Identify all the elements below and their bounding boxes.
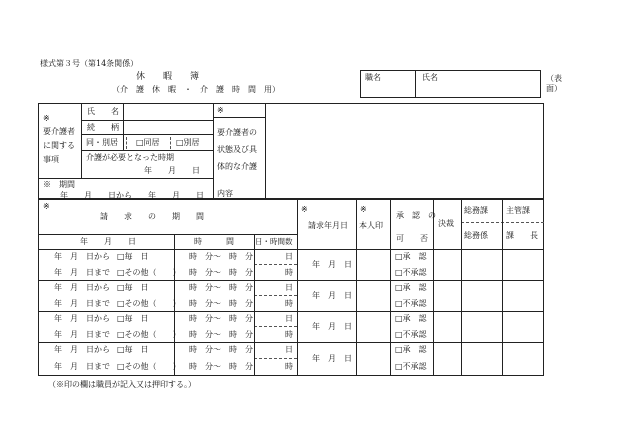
row-from: 年 月 日から [54, 314, 110, 323]
row-other-checkbox[interactable]: □その他（ ） [117, 330, 181, 339]
period-label: ※ 期間 [43, 180, 75, 189]
row-daily-checkbox[interactable]: □毎 日 [117, 345, 149, 354]
row-to: 年 月 日まで [54, 330, 110, 339]
row-time-1: 時 分〜 時 分 [189, 314, 253, 323]
living-together-checkbox[interactable]: □同居 [136, 138, 160, 147]
subject-block [38, 103, 544, 199]
row-approve-checkbox[interactable]: □承 認 [395, 283, 427, 292]
row-reject-checkbox[interactable]: □不承認 [395, 362, 427, 371]
row-unit-hour: 時 [285, 362, 293, 371]
row-daily-checkbox[interactable]: □毎 日 [117, 252, 149, 261]
row-from: 年 月 日から [54, 283, 110, 292]
row-other-checkbox[interactable]: □その他（ ） [117, 362, 181, 371]
row-approve-checkbox[interactable]: □承 認 [395, 252, 427, 261]
chief-managing-dept: 主管課 [506, 206, 530, 215]
subject-label-1: 要介護者 [43, 127, 75, 136]
row-unit-hour: 時 [285, 268, 293, 277]
row-time-1: 時 分〜 時 分 [189, 345, 253, 354]
state-label-3: 体的な介護 [217, 162, 257, 171]
chief-general-affairs: 総務課 [464, 206, 488, 215]
col-date-header: 年 月 日 [80, 237, 136, 246]
row-time-2: 時 分〜 時 分 [189, 299, 253, 308]
row-reject-checkbox[interactable]: □不承認 [395, 268, 427, 277]
form-title: 休 暇 簿 [136, 72, 200, 82]
subject-label-3: 事項 [43, 155, 59, 164]
row-time-1: 時 分〜 時 分 [189, 283, 253, 292]
row-from: 年 月 日から [54, 252, 110, 261]
living-apart-checkbox[interactable]: □別居 [176, 138, 200, 147]
row-to: 年 月 日まで [54, 268, 110, 277]
approval-header-top: 承 認 の [396, 211, 436, 220]
row-time-2: 時 分〜 時 分 [189, 330, 253, 339]
living-label: 同・別居 [86, 138, 118, 147]
state-label-4: 内容 [217, 189, 233, 198]
subject-mark: ※ [43, 114, 50, 123]
subject-relation-label: 続 柄 [87, 123, 119, 132]
need-date-label: 介護が必要となった時期 [86, 153, 174, 162]
row-daily-checkbox[interactable]: □毎 日 [117, 314, 149, 323]
side-label: （表面） [546, 74, 562, 93]
request-date-mark: ※ [301, 205, 308, 214]
row-from: 年 月 日から [54, 345, 110, 354]
request-date-header: 請求年月日 [308, 221, 348, 230]
row-to: 年 月 日まで [54, 362, 110, 371]
row-other-checkbox[interactable]: □その他（ ） [117, 299, 181, 308]
row-other-checkbox[interactable]: □その他（ ） [117, 268, 181, 277]
post-name-box [360, 70, 541, 98]
row-approve-checkbox[interactable]: □承 認 [395, 345, 427, 354]
row-request-date: 年 月 日 [312, 291, 352, 300]
state-label-1: 要介護者の [217, 128, 257, 137]
row-time-2: 時 分〜 時 分 [189, 362, 253, 371]
row-to: 年 月 日まで [54, 299, 110, 308]
post-label: 職名 [365, 73, 381, 82]
approval-header-bottom: 可 否 [396, 234, 428, 243]
col-time-header: 時 間 [194, 237, 234, 246]
self-seal-mark: ※ [360, 205, 367, 214]
row-approve-checkbox[interactable]: □承 認 [395, 314, 427, 323]
subject-label-2: に関する [43, 141, 75, 150]
form-subtitle: （介 護 休 暇 ・ 介 護 時 間 用） [112, 85, 280, 94]
row-reject-checkbox[interactable]: □不承認 [395, 299, 427, 308]
row-reject-checkbox[interactable]: □不承認 [395, 330, 427, 339]
form-number: 様式第３号（第14条関係） [40, 59, 139, 68]
row-time-2: 時 分〜 時 分 [189, 268, 253, 277]
row-unit-day: 日 [285, 314, 293, 323]
col-days-header: 日・時間数 [255, 237, 293, 246]
self-seal-header: 本人印 [359, 221, 383, 230]
request-period-header: 請 求 の 期 間 [100, 212, 204, 221]
subject-name-label: 氏 名 [87, 107, 119, 116]
name-label: 氏名 [422, 73, 438, 82]
row-daily-checkbox[interactable]: □毎 日 [117, 283, 149, 292]
chief-general-section: 総務係 [464, 231, 488, 240]
chief-section-head: 課 長 [506, 231, 538, 240]
table-mark: ※ [43, 202, 50, 211]
row-time-1: 時 分〜 時 分 [189, 252, 253, 261]
need-date-value: 年 月 日 [144, 166, 200, 175]
row-request-date: 年 月 日 [312, 260, 352, 269]
decision-header: 決裁 [438, 219, 454, 228]
state-mark: ※ [217, 106, 224, 115]
row-unit-hour: 時 [285, 299, 293, 308]
row-request-date: 年 月 日 [312, 322, 352, 331]
row-unit-day: 日 [285, 283, 293, 292]
state-label-2: 状態及び具 [217, 145, 257, 154]
row-unit-day: 日 [285, 252, 293, 261]
row-unit-day: 日 [285, 345, 293, 354]
row-unit-hour: 時 [285, 330, 293, 339]
footnote: （※印の欄は職員が記入又は押印する。） [48, 380, 196, 389]
period-value: 年 月 日から 年 月 日 [60, 191, 204, 200]
row-request-date: 年 月 日 [312, 354, 352, 363]
